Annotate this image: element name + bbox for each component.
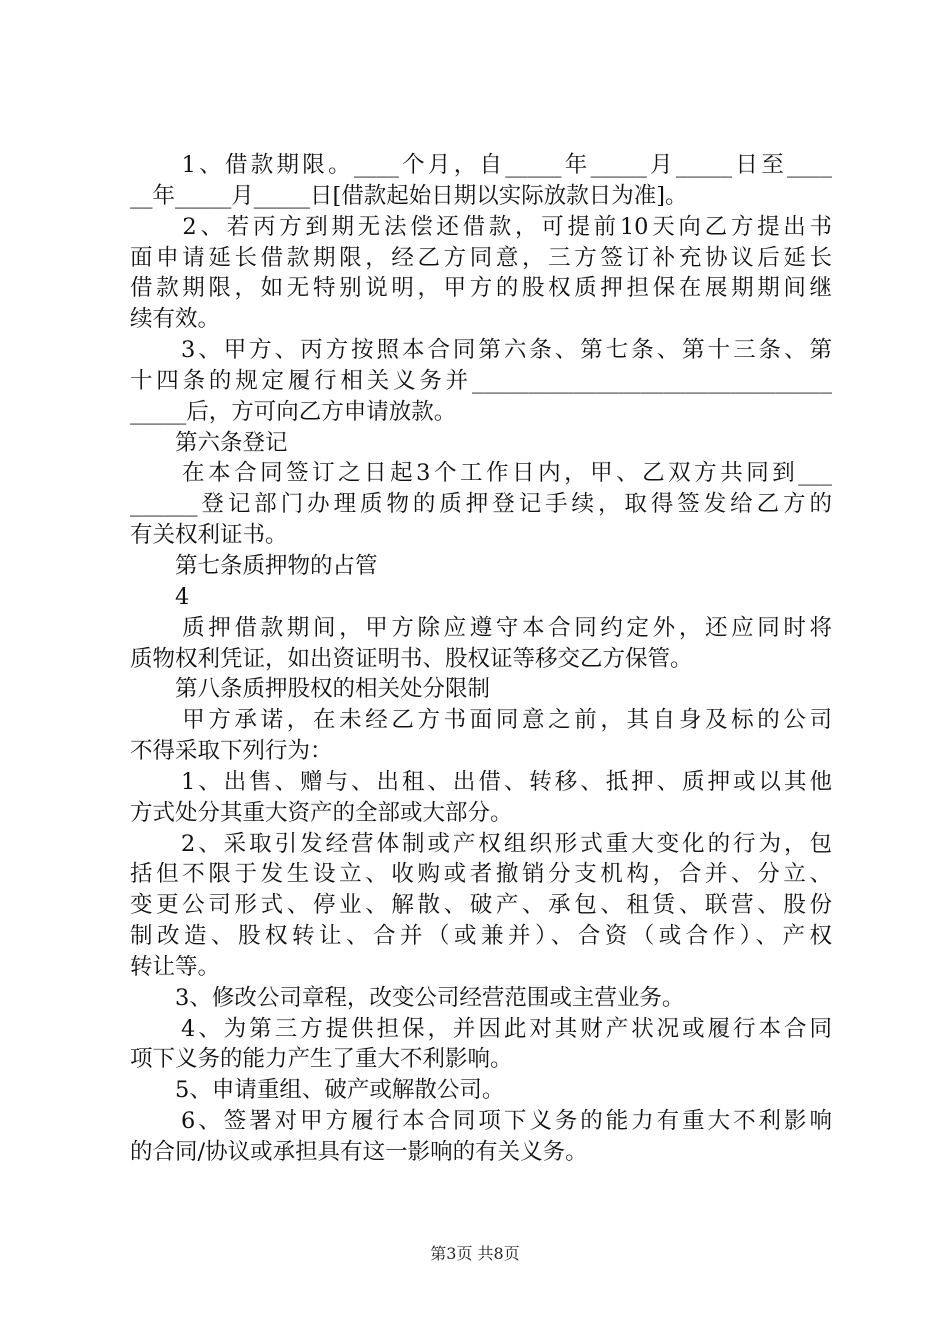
text-line: 借款期限，如无特别说明，甲方的股权质押担保在展期期间继: [130, 275, 832, 302]
text-line: 甲方承诺，在未经乙方书面同意之前，其自身及标的公司: [130, 707, 832, 734]
text-line: 十四条的规定履行相关义务并________________________________: [130, 367, 832, 394]
text-line: _____后，方可向乙方申请放款。: [130, 398, 457, 425]
text-line: 第六条登记: [130, 429, 288, 456]
text-line: 2、采取引发经营体制或产权组织形式重大变化的行为，包: [130, 830, 832, 857]
text-line: 质押借款期间，甲方除应遵守本合同约定外，还应同时将: [130, 614, 832, 641]
page-footer: 第3页 共8页: [430, 1244, 520, 1263]
text-line: 3、甲方、丙方按照本合同第六条、第七条、第十三条、第: [130, 337, 832, 364]
text-line: 括但不限于发生设立、收购或者撤销分支机构，合并、分立、: [130, 861, 832, 888]
text-line: __年_____月_____日[借款起始日期以实际放款日为准]。: [130, 182, 688, 209]
text-line: 1、出售、赠与、出租、出借、转移、抵押、质押或以其他: [130, 768, 832, 795]
text-line: 方式处分其重大资产的全部或大部分。: [130, 799, 513, 826]
text-line: 2、若丙方到期无法偿还借款，可提前10天向乙方提出书: [130, 213, 832, 240]
text-line: 面申请延长借款期限，经乙方同意，三方签订补充协议后延长: [130, 244, 832, 271]
text-line: 3、修改公司章程，改变公司经营范围或主营业务。: [130, 984, 685, 1011]
text-line: 第八条质押股权的相关处分限制: [130, 676, 491, 703]
text-line: 5、申请重组、破产或解散公司。: [130, 1077, 505, 1104]
text-line: 质物权利凭证，如出资证明书、股权证等移交乙方保管。: [130, 645, 693, 672]
text-line: 转让等。: [130, 953, 221, 980]
text-line: 4、为第三方提供担保，并因此对其财产状况或履行本合同: [130, 1015, 832, 1042]
text-line: 制改造、股权转让、合并（或兼并）、合资（或合作）、产权: [130, 923, 832, 950]
text-line: 有关权利证书。: [130, 522, 288, 549]
text-line: 续有效。: [130, 306, 221, 333]
text-line: 不得采取下列行为：: [130, 738, 333, 765]
text-line: 第七条质押物的占管: [130, 552, 378, 579]
text-line: 6、签署对甲方履行本合同项下义务的能力有重大不利影响: [130, 1108, 832, 1135]
text-line: ______登记部门办理质物的质押登记手续，取得签发给乙方的: [130, 491, 832, 518]
text-line: 变更公司形式、停业、解散、破产、承包、租赁、联营、股份: [130, 892, 832, 919]
text-line: 项下义务的能力产生了重大不利影响。: [130, 1046, 513, 1073]
text-line: 4: [130, 583, 190, 610]
text-line: 在本合同签订之日起3个工作日内，甲、乙双方共同到___: [130, 460, 832, 487]
document-body: [130, 150, 832, 1168]
text-line: 的合同/协议或承担具有这一影响的有关义务。: [130, 1139, 588, 1165]
text-line: 1、借款期限。____个月，自_____年_____月_____日至____: [130, 152, 832, 178]
